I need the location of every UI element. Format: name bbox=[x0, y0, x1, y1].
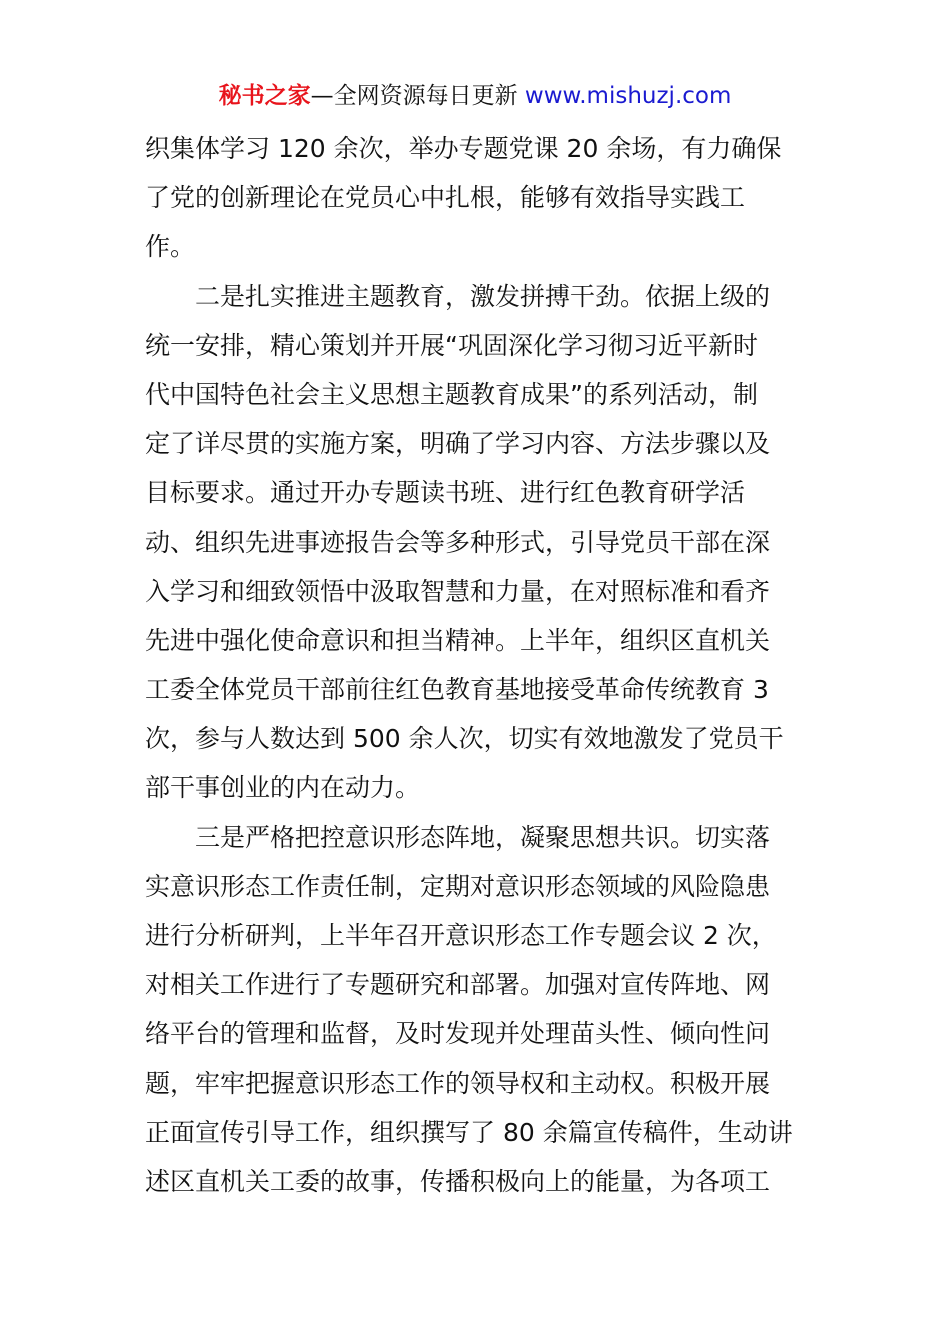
text-line: 正面宣传引导工作，组织撰写了 80 余篇宣传稿件，生动讲 bbox=[145, 1117, 793, 1147]
text-line: 定了详尽贯的实施方案，明确了学习内容、方法步骤以及 bbox=[145, 429, 771, 459]
text-line: 代中国特色社会主义思想主题教育成果”的系列活动，制 bbox=[145, 379, 758, 409]
text-line: 目标要求。通过开办专题读书班、进行红色教育研学活 bbox=[145, 478, 746, 508]
text-line: 进行分析研判，上半年召开意识形态工作专题会议 2 次， bbox=[145, 921, 777, 950]
text-line: 了党的创新理论在党员心中扎根，能够有效指导实践工 bbox=[145, 183, 746, 213]
text-line: 部干事创业的内在动力。 bbox=[145, 773, 421, 803]
text-line: 实意识形态工作责任制，定期对意识形态领域的风险隐患 bbox=[145, 871, 771, 901]
text-line: 次，参与人数达到 500 余人次，切实有效地激发了党员干 bbox=[145, 724, 784, 754]
header-tagline: —全网资源每日更新 bbox=[310, 83, 518, 109]
text-line: 对相关工作进行了专题研究和部署。加强对宣传阵地、网 bbox=[145, 970, 771, 1000]
text-line: 统一安排，精心策划并开展“巩固深化学习彻习近平新时 bbox=[145, 330, 758, 360]
text-line: 入学习和细致领悟中汲取智慧和力量，在对照标准和看齐 bbox=[145, 576, 771, 606]
text-line: 动、组织先进事迹报告会等多种形式，引导党员干部在深 bbox=[145, 527, 771, 557]
text-line: 先进中强化使命意识和担当精神。上半年，组织区直机关 bbox=[145, 625, 771, 655]
text-line: 织集体学习 120 余次，举办专题党课 20 余场，有力确保 bbox=[145, 134, 782, 163]
brand-name: 秘书之家 bbox=[218, 83, 311, 109]
text-line: 工委全体党员干部前往红色教育基地接受革命传统教育 3 bbox=[145, 675, 769, 705]
paragraph-start-line: 二是扎实推进主题教育，激发拼搏干劲。依据上级的 bbox=[195, 281, 771, 311]
text-line: 作。 bbox=[145, 232, 196, 262]
text-line: 络平台的管理和监督，及时发现并处理苗头性、倾向性问 bbox=[145, 1019, 771, 1049]
paragraph-start-line: 三是严格把控意识形态阵地，凝聚思想共识。切实落 bbox=[195, 822, 771, 852]
site-url-link[interactable]: www.mishuzj.com bbox=[524, 83, 732, 109]
text-line: 述区直机关工委的故事，传播积极向上的能量，为各项工 bbox=[145, 1166, 771, 1196]
text-line: 题，牢牢把握意识形态工作的领导权和主动权。积极开展 bbox=[145, 1068, 771, 1098]
page-header bbox=[0, 80, 950, 112]
document-body bbox=[145, 124, 805, 1206]
